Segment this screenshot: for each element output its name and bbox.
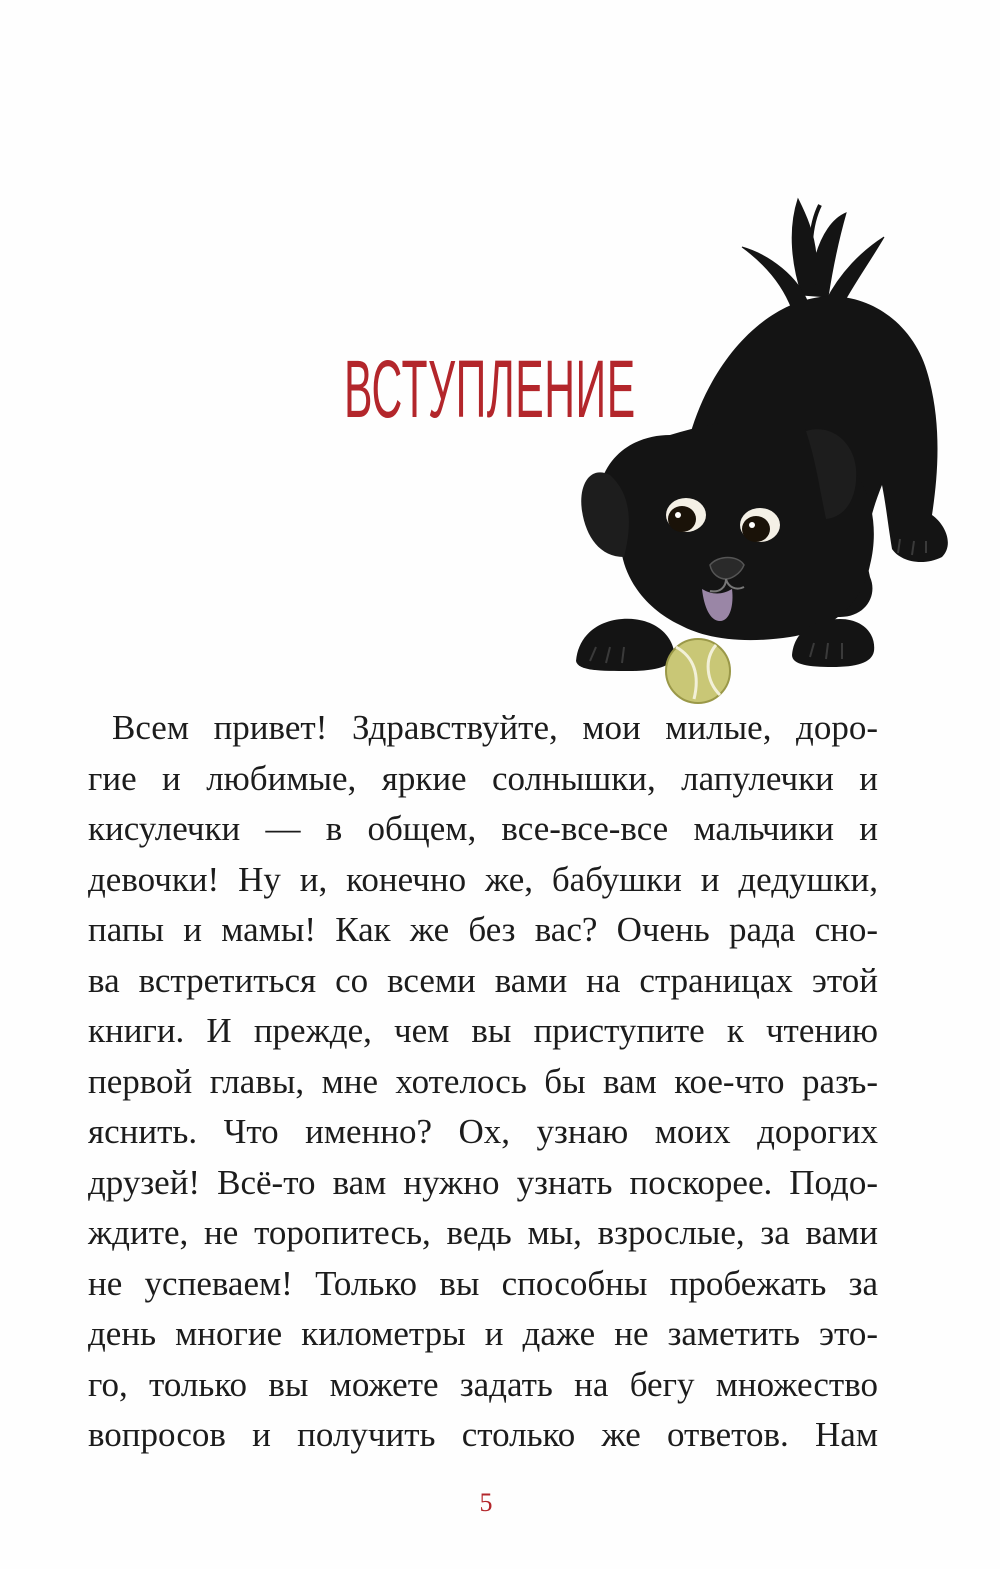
text-line: ждите, не торопитесь, ведь мы, взрослые, за вами bbox=[88, 1213, 878, 1252]
tennis-ball-icon bbox=[666, 639, 730, 703]
text-line: не успеваем! Только вы способны пробежать за bbox=[88, 1263, 878, 1303]
text-line: друзей! Всё-то вам нужно узнать поскорее. Подо- bbox=[88, 1162, 878, 1202]
text-line: кисулечки — в общем, все-все-все мальчики и bbox=[88, 809, 878, 848]
text-line: книги. И прежде, чем вы приступите к чтению bbox=[88, 1011, 878, 1050]
text-line: Всем привет! Здравствуйте, мои милые, доро- bbox=[112, 708, 878, 747]
text-line: девочки! Ну и, конечно же, бабушки и дедушки, bbox=[88, 859, 878, 899]
text-line: день многие километры и даже не заметить это- bbox=[88, 1314, 878, 1353]
text-line: гие и любимые, яркие солнышки, лапулечки и bbox=[88, 758, 878, 798]
text-line: папы и мамы! Как же без вас? Очень рада сно- bbox=[88, 910, 878, 949]
body-text bbox=[88, 703, 878, 1461]
text-line: ва встретиться со всеми вами на страницах этой bbox=[88, 960, 878, 1000]
text-line: первой главы, мне хотелось бы вам кое-что разъ- bbox=[88, 1061, 878, 1101]
text-line: вопросов и получить столько же ответов. Нам bbox=[88, 1415, 878, 1454]
dog-with-ball-icon bbox=[570, 185, 950, 705]
text-line: го, только вы можете задать на бегу множество bbox=[88, 1364, 878, 1404]
dog-tail bbox=[742, 199, 884, 309]
text-line: яснить. Что именно? Ох, узнаю моих дорогих bbox=[88, 1112, 878, 1151]
chapter-title: ВСТУПЛЕНИЕ bbox=[344, 344, 636, 435]
page-number: 5 bbox=[479, 1488, 493, 1517]
dog-paw-left bbox=[576, 619, 674, 671]
